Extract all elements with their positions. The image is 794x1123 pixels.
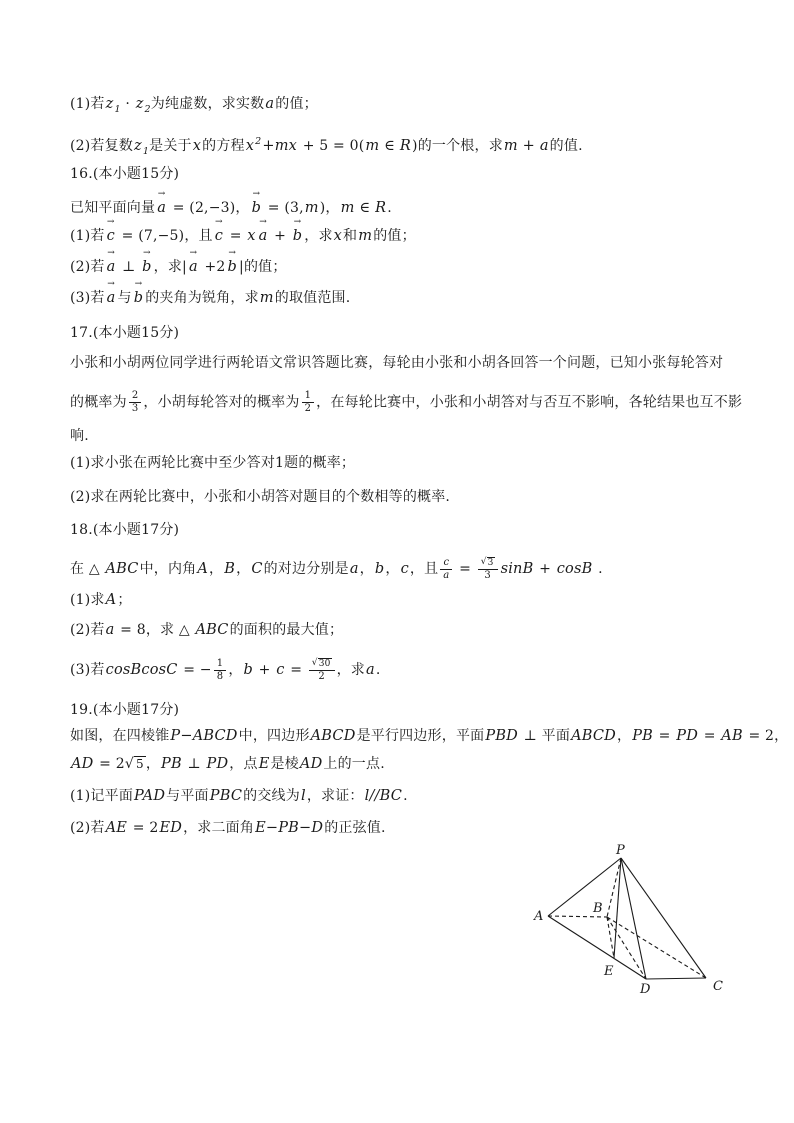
- superscript: 2: [255, 136, 262, 147]
- p19-header: [70, 700, 179, 720]
- math-run: m ∈ R: [365, 138, 412, 154]
- text-run: ，: [617, 728, 632, 744]
- math-run: ABCD: [310, 728, 356, 744]
- math-run: E−PB−D: [255, 820, 324, 836]
- text-run: +: [254, 662, 276, 678]
- radical-sign: √: [311, 658, 318, 668]
- math-run: PB: [161, 756, 182, 772]
- vector-symbol: [155, 189, 168, 218]
- vector-arrow-icon: →: [259, 217, 267, 227]
- text-run: 19.(本小题17分): [70, 702, 180, 718]
- vector-letter: a: [106, 259, 116, 275]
- subscript: 1: [114, 104, 121, 115]
- radicand: 3: [487, 558, 494, 568]
- numerator: [309, 657, 335, 670]
- text-run: = 2: [94, 756, 125, 772]
- pyramid-figure: [528, 838, 733, 1003]
- p17-body-1: [70, 353, 723, 373]
- math-run: cosB: [556, 561, 593, 577]
- text-run: 在 △: [70, 561, 105, 577]
- math-run: m + a: [503, 138, 549, 154]
- text-run: (3)若: [70, 290, 105, 306]
- text-run: (2)若: [70, 622, 105, 638]
- text-run: ，求二面角: [183, 820, 255, 836]
- text-run: 的取值范围.: [274, 290, 351, 306]
- text-run: 的方程: [202, 138, 245, 154]
- denominator: 2: [302, 402, 315, 415]
- vertex-label-A: A: [534, 909, 544, 924]
- text-run: 17.(本小题15分): [70, 325, 180, 341]
- text-run: 中，内角: [139, 561, 197, 577]
- vertex-label-E: E: [604, 964, 614, 979]
- numerator: 2: [131, 390, 139, 401]
- p15-part-2: [70, 132, 583, 162]
- text-run: 是平行四边形，平面: [356, 728, 485, 744]
- hidden-edge-BC: [607, 917, 706, 978]
- text-run: (1)求小张在两轮比赛中至少答对1题的概率；: [70, 455, 356, 471]
- p18-intro: [70, 556, 603, 582]
- text-run: ，且: [409, 561, 439, 577]
- math-run: ABC: [105, 561, 139, 577]
- text-run: 中，四边形: [238, 728, 310, 744]
- text-run: ，: [236, 561, 251, 577]
- math-run: x: [333, 228, 343, 244]
- fraction: [214, 658, 227, 683]
- vector-letter: b: [292, 228, 303, 244]
- text-run: .: [403, 788, 408, 804]
- text-run: ，求|: [153, 259, 187, 275]
- math-run: m: [259, 290, 274, 306]
- math-run: cosBcosC: [105, 662, 178, 678]
- denominator: 3: [129, 402, 142, 415]
- fraction: [129, 390, 142, 415]
- p16-part-3: [70, 279, 351, 308]
- vector-symbol: [187, 248, 200, 277]
- text-run: 是棱: [270, 756, 299, 772]
- text-run: ，: [228, 662, 243, 678]
- math-run: x: [192, 138, 202, 154]
- vertex-label-P: P: [616, 843, 625, 858]
- vector-arrow-icon: →: [107, 248, 115, 258]
- text-run: .: [387, 200, 392, 216]
- vector-letter: c: [214, 228, 224, 244]
- text-run: +: [269, 228, 291, 244]
- math-run: z: [135, 96, 144, 112]
- vector-symbol: [105, 248, 118, 277]
- text-run: 的正弦值.: [324, 820, 386, 836]
- math-run: sinB: [500, 561, 534, 577]
- p16-intro: [70, 189, 392, 218]
- math-run: PBD: [485, 728, 519, 744]
- math-run: PD: [206, 756, 229, 772]
- p19-intro-1: [70, 726, 788, 746]
- denominator: 8: [214, 670, 227, 683]
- vertex-label-D: D: [640, 982, 651, 997]
- fraction: [440, 557, 452, 582]
- text-run: |的值；: [239, 259, 287, 275]
- text-run: ，小胡每轮答对的概率为: [143, 394, 300, 411]
- vector-symbol: [291, 217, 304, 246]
- sqrt-expression: [481, 557, 495, 569]
- radical-sign: √: [124, 756, 134, 772]
- vector-arrow-icon: →: [157, 189, 166, 199]
- math-run: AE: [105, 820, 128, 836]
- text-run: ⊥: [117, 259, 141, 275]
- p19-intro-2: [70, 754, 385, 774]
- vector-arrow-icon: →: [189, 248, 198, 258]
- text-run: ，求: [304, 228, 333, 244]
- vector-arrow-icon: →: [134, 279, 143, 289]
- vector-symbol: [105, 217, 117, 246]
- vector-arrow-icon: →: [293, 217, 302, 227]
- text-run: 与: [117, 290, 132, 306]
- math-run: b: [243, 662, 253, 678]
- numerator: [478, 556, 498, 569]
- vertex-label-B: B: [593, 901, 603, 916]
- text-run: ，点: [229, 756, 258, 772]
- text-run: (2)若复数: [70, 138, 134, 154]
- sqrt-expression: [312, 658, 332, 670]
- text-run: (1)若: [70, 228, 105, 244]
- math-run: x: [247, 228, 256, 244]
- math-run: A: [197, 561, 209, 577]
- radicand: 5: [135, 757, 144, 771]
- text-run: =: [699, 728, 721, 744]
- text-run: 的面积的最大值；: [229, 622, 344, 638]
- text-run: (1)若: [70, 96, 105, 112]
- math-run: z: [105, 96, 114, 112]
- math-run: PBC: [209, 788, 243, 804]
- radicand: 30: [318, 659, 331, 669]
- vector-symbol: [132, 279, 145, 308]
- numerator: c: [443, 556, 450, 568]
- math-run: x: [245, 138, 255, 154]
- math-run: a: [349, 561, 359, 577]
- text-run: .: [593, 561, 603, 577]
- math-run: m: [358, 228, 373, 244]
- math-run: E: [258, 756, 270, 772]
- text-run: 已知平面向量: [70, 200, 156, 216]
- text-run: 的值；: [275, 96, 318, 112]
- text-run: 如图，在四棱锥: [70, 728, 170, 744]
- vector-arrow-icon: →: [107, 279, 115, 289]
- p19-part-1: [70, 786, 408, 806]
- text-run: 和: [343, 228, 358, 244]
- text-run: (3)若: [70, 662, 105, 678]
- sqrt-expression: [125, 756, 146, 772]
- math-run: PD: [676, 728, 699, 744]
- vector-letter: b: [251, 200, 262, 216]
- p18-part-3: [70, 657, 381, 683]
- math-run: c: [400, 561, 409, 577]
- text-run: ，: [209, 561, 224, 577]
- p17-part-2: [70, 487, 450, 507]
- math-run: l: [300, 788, 306, 804]
- pyramid-figure-svg: [528, 838, 733, 1003]
- text-run: ⊥ 平面: [519, 728, 571, 744]
- text-run: = 2: [128, 820, 159, 836]
- math-run: AD: [71, 756, 94, 772]
- text-run: ，: [359, 561, 374, 577]
- numerator: 1: [304, 390, 312, 401]
- vector-arrow-icon: →: [228, 248, 237, 258]
- text-run: 小张和小胡两位同学进行两轮语文常识答题比赛，每轮由小张和小胡各回答一个问题，已知小张每轮答对: [70, 355, 724, 371]
- text-run: (1)记平面: [70, 788, 134, 804]
- math-run: PAD: [134, 788, 166, 804]
- radical-sign: √: [480, 557, 487, 567]
- text-run: 为纯虚数，求实数: [150, 96, 265, 112]
- denominator: a: [440, 569, 452, 582]
- math-run: A: [105, 592, 117, 608]
- text-run: .: [375, 662, 381, 678]
- math-run: l//BC: [364, 788, 403, 804]
- vector-symbol: [250, 189, 263, 218]
- text-run: 的值；: [373, 228, 416, 244]
- p17-header: [70, 323, 179, 343]
- p18-part-2: [70, 620, 343, 640]
- math-run: c: [276, 662, 285, 678]
- vector-letter: a: [106, 290, 116, 306]
- text-run: 的交线为: [243, 788, 300, 804]
- text-run: 的夹角为锐角，求: [145, 290, 259, 306]
- text-run: 是关于: [149, 138, 192, 154]
- math-run: ABCD: [571, 728, 617, 744]
- p17-body-2: [70, 390, 742, 415]
- vector-symbol: [226, 248, 239, 277]
- math-run: a: [366, 662, 375, 678]
- text-run: ·: [120, 96, 135, 112]
- edge-DC: [646, 978, 706, 979]
- vector-letter: b: [133, 290, 144, 306]
- math-run: m ∈ R: [340, 200, 387, 216]
- p15-part-1: [70, 94, 318, 120]
- text-run: ⊥: [182, 756, 206, 772]
- vector-symbol: [257, 217, 270, 246]
- vector-arrow-icon: →: [215, 217, 223, 227]
- vector-arrow-icon: →: [252, 189, 261, 199]
- text-run: ，求: [336, 662, 365, 678]
- text-run: (2)求在两轮比赛中，小张和小胡答对题目的个数相等的概率.: [70, 489, 451, 505]
- text-run: = (3,: [263, 200, 304, 216]
- p17-body-3: [70, 426, 89, 446]
- edge-AD: [548, 916, 646, 979]
- numerator: 1: [216, 657, 224, 669]
- text-run: +: [534, 561, 556, 577]
- math-run: ABC: [195, 622, 229, 638]
- math-run: +mx: [262, 138, 298, 154]
- fraction: [302, 390, 315, 415]
- vertex-label-C: C: [713, 979, 723, 994]
- text-run: ，求证：: [306, 788, 364, 804]
- p18-header: [70, 520, 179, 540]
- denominator: 3: [478, 569, 498, 582]
- p16-part-2: [70, 248, 287, 277]
- math-run: a: [105, 622, 115, 638]
- math-run: z: [134, 138, 142, 154]
- text-run: (2)若: [70, 820, 105, 836]
- text-run: )，: [319, 200, 340, 216]
- vector-arrow-icon: →: [106, 217, 115, 227]
- math-run: AD: [299, 756, 323, 772]
- math-run: b: [374, 561, 385, 577]
- text-run: ，在每轮比赛中，小张和小胡答对与否互不影响，各轮结果也互不影: [316, 394, 743, 411]
- math-run: PB: [632, 728, 654, 744]
- text-run: (2)若: [70, 259, 105, 275]
- vector-letter: b: [227, 259, 238, 275]
- p18-part-1: [70, 590, 132, 610]
- p19-part-2: [70, 818, 386, 838]
- math-run: m: [304, 200, 319, 216]
- text-run: = (7,−5)，且: [116, 228, 213, 244]
- vector-arrow-icon: →: [143, 248, 151, 258]
- text-run: = (2,−3)，: [168, 200, 250, 216]
- text-run: 16.(本小题15分): [70, 166, 180, 182]
- text-run: =: [225, 228, 247, 244]
- text-run: 的对边分别是: [263, 561, 349, 577]
- text-run: 响.: [70, 428, 89, 444]
- text-run: + 5 = 0(: [298, 138, 365, 154]
- text-run: = −: [178, 662, 212, 678]
- math-run: P−ABCD: [170, 728, 238, 744]
- denominator: 2: [309, 670, 335, 683]
- text-run: ，: [145, 756, 161, 772]
- vector-letter: a: [188, 259, 198, 275]
- vector-letter: c: [106, 228, 115, 244]
- math-run: B: [224, 561, 236, 577]
- p16-header: [70, 164, 179, 184]
- vector-letter: b: [142, 259, 152, 275]
- vector-symbol: [140, 248, 153, 277]
- text-run: 的值.: [549, 138, 583, 154]
- hidden-edge-AB: [548, 916, 607, 917]
- text-run: 18.(本小题17分): [70, 522, 180, 538]
- text-run: = 8，求 △: [115, 622, 195, 638]
- vector-symbol: [105, 279, 118, 308]
- vector-letter: a: [157, 200, 167, 216]
- text-run: = 2，: [743, 728, 789, 744]
- text-run: +2: [199, 259, 226, 275]
- math-run: ED: [159, 820, 183, 836]
- math-run: C: [251, 561, 263, 577]
- fraction: [478, 556, 498, 582]
- text-run: )的一个根，求: [412, 138, 503, 154]
- subscript: 2: [144, 104, 151, 115]
- text-run: 上的一点.: [323, 756, 385, 772]
- text-run: (1)求: [70, 592, 105, 608]
- vector-letter: a: [258, 228, 268, 244]
- text-run: ；: [117, 592, 132, 608]
- text-run: ，: [385, 561, 400, 577]
- text-run: =: [654, 728, 676, 744]
- math-run: AB: [721, 728, 743, 744]
- edge-PA: [548, 858, 621, 916]
- p16-part-1: [70, 217, 416, 246]
- text-run: =: [285, 662, 307, 678]
- math-run: a: [265, 96, 275, 112]
- text-run: 的概率为: [70, 394, 127, 411]
- p17-part-1: [70, 453, 355, 473]
- text-run: =: [454, 561, 476, 577]
- fraction: [309, 657, 335, 683]
- text-run: 与平面: [166, 788, 209, 804]
- vector-symbol: [213, 217, 225, 246]
- subscript: 1: [142, 146, 150, 157]
